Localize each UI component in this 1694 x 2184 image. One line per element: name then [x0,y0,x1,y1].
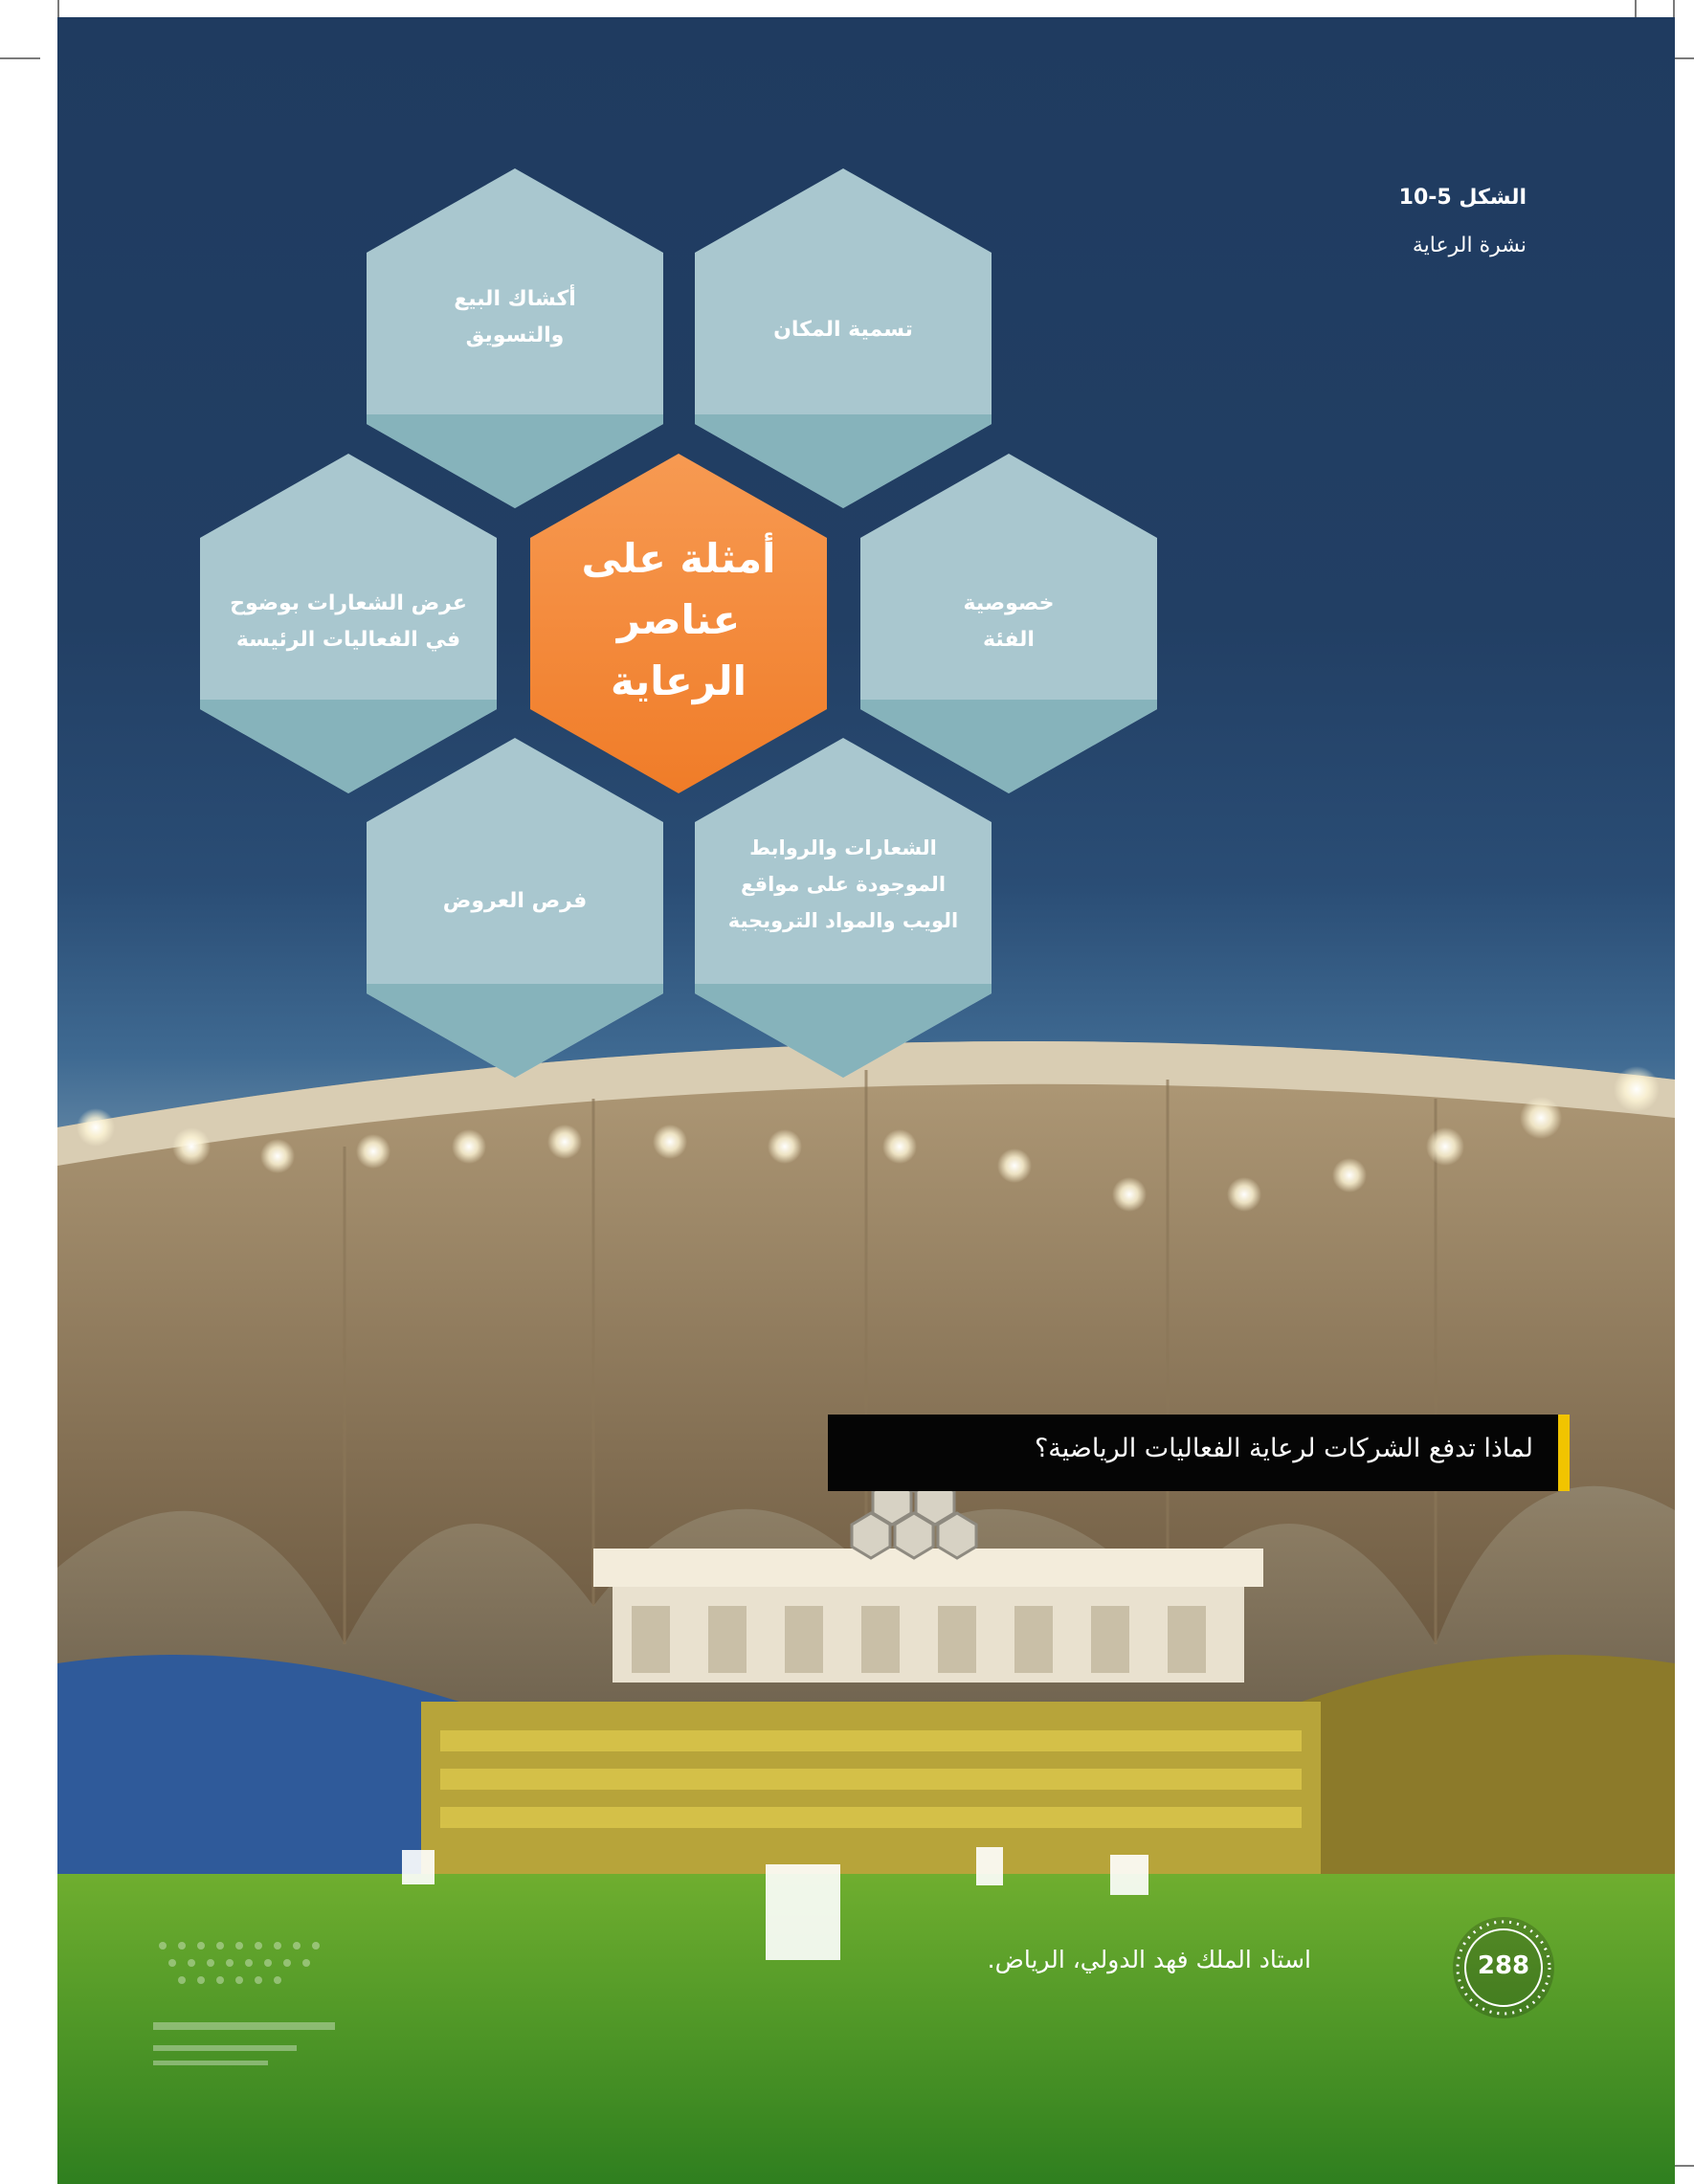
hex-label: عرض الشعارات بوضوح في الفعاليات الرئيسة [230,591,467,652]
question-accent-bar [1558,1415,1570,1491]
figure-caption: نشرة الرعاية [1412,234,1527,257]
hex-label: الشعارات والروابط الموجودة على مواقع الويب والمواد الترويجية [727,836,959,932]
textbook-page [57,17,1675,2184]
photo-caption: استاد الملك فهد الدولي، الرياض. [987,1946,1311,1973]
question-banner [828,1415,1570,1491]
hex-label: أكشاك البيع والتسويق [454,287,576,347]
page-number-badge [1453,1917,1554,2018]
page-number: 288 [1477,1951,1530,1980]
crop-mark [0,57,40,59]
hex-offer-opportunities [367,738,663,1078]
hex-label: تسمية المكان [773,318,913,342]
hex-center-label: أمثلة على عناصر الرعاية [581,535,776,704]
hex-label: فرص العروض [442,889,588,913]
figure-number: الشكل 5-10 [1398,186,1527,210]
ministry-logo-watermark [144,1927,364,2089]
hex-label: خصوصية الفئة [963,591,1055,652]
hex-web-logos [695,738,992,1078]
question-text: لماذا تدفع الشركات لرعاية الفعاليات الرياضية؟ [1034,1434,1533,1463]
